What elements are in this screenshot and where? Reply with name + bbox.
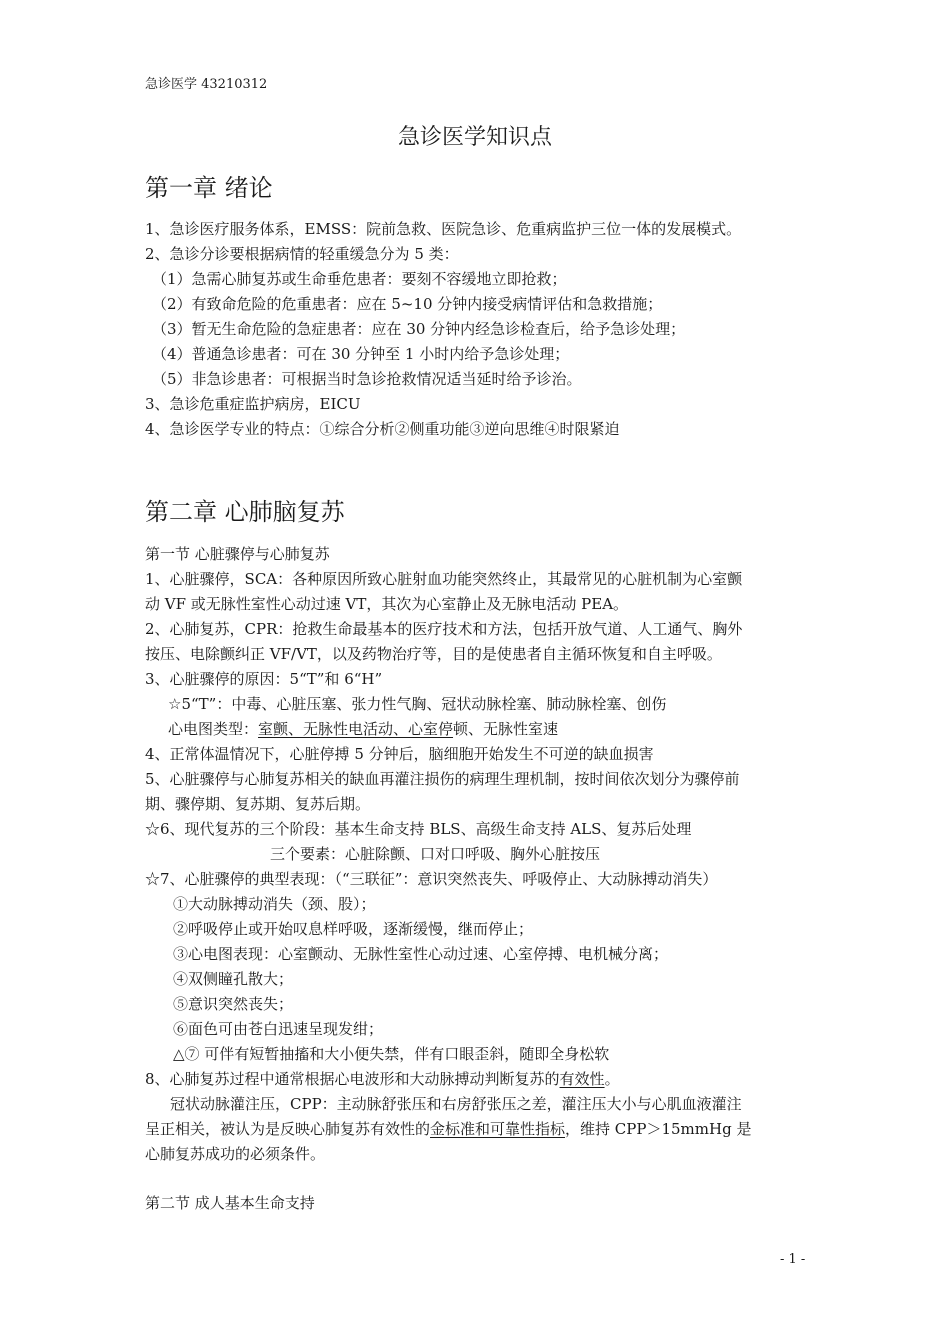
list-item: △⑦ 可伴有短暂抽搐和大小便失禁，伴有口眼歪斜，随即全身松软: [173, 1045, 610, 1063]
paragraph-line: [168, 718, 558, 739]
underlined-text: 室颤、无脉性电活动、心室停: [258, 720, 454, 738]
paragraph-line: 按压、电除颤纠正 VF/VT，以及药物治疗等，目的是使患者自主循环恢复和自主呼吸。: [145, 645, 722, 663]
paragraph-line: ☆7、心脏骤停的典型表现：（“三联征”：意识突然丧失、呼吸停止、大动脉搏动消失）: [145, 870, 718, 888]
list-item: ②呼吸停止或开始叹息样呼吸，逐渐缓慢，继而停止；: [173, 920, 534, 938]
paragraph-line: 1、急诊医疗服务体系，EMSS：院前急救、医院急诊、危重病监护三位一体的发展模式。: [145, 220, 742, 238]
paragraph-line: 1、心脏骤停，SCA：各种原因所致心脏射血功能突然终止，其最常见的心脏机制为心室颤: [145, 570, 743, 588]
list-item: ③心电图表现：心室颤动、无脉性室性心动过速、心室停搏、电机械分离；: [173, 945, 669, 963]
paragraph-line: 3、急诊危重症监护病房，EICU: [145, 395, 361, 413]
list-item: ④双侧瞳孔散大；: [173, 970, 294, 988]
chapter-2-heading: 第二章 心肺脑复苏: [145, 498, 345, 526]
list-item: ①大动脉搏动消失（颈、股）；: [173, 895, 376, 913]
paragraph-line: 2、急诊分诊要根据病情的轻重缓急分为 5 类：: [145, 245, 459, 263]
underlined-text: 有效性: [559, 1070, 605, 1088]
list-item: （1）急需心肺复苏或生命垂危患者：要刻不容缓地立即抢救；: [152, 270, 567, 288]
text: 呈正相关，被认为是反映心肺复苏有效性的: [145, 1120, 431, 1138]
text: 8、心肺复苏过程中通常根据心电波形和大动脉搏动判断复苏的: [145, 1070, 560, 1088]
text: 。: [604, 1070, 620, 1088]
list-item: （4）普通急诊患者：可在 30 分钟至 1 小时内给予急诊处理；: [152, 345, 570, 363]
list-item: （5）非急诊患者：可根据当时急诊抢救情况适当延时给予诊治。: [152, 370, 582, 388]
paragraph-line: 2、心肺复苏，CPR：抢救生命最基本的医疗技术和方法，包括开放气道、人工通气、胸外: [145, 620, 743, 638]
list-item: ⑤意识突然丧失；: [173, 995, 294, 1013]
paragraph-line: 5、心脏骤停与心肺复苏相关的缺血再灌注损伤的病理生理机制，按时间依次划分为骤停前: [145, 770, 740, 788]
paragraph-line: 4、正常体温情况下，心脏停搏 5 分钟后，脑细胞开始发生不可逆的缺血损害: [145, 745, 654, 763]
paragraph-line: 三个要素：心脏除颤、口对口呼吸、胸外心脏按压: [270, 845, 601, 863]
document-title: 急诊医学知识点: [397, 125, 552, 150]
underlined-text: 金标准和可靠性指标: [430, 1120, 566, 1138]
paragraph-line: 期、骤停期、复苏期、复苏后期。: [145, 795, 371, 813]
paragraph-line: 冠状动脉灌注压，CPP：主动脉舒张压和右房舒张压之差，灌注压大小与心肌血液灌注: [170, 1095, 742, 1113]
ecg-label: 心电图类型：: [168, 720, 259, 738]
page-header: 急诊医学 43210312: [145, 77, 268, 92]
ecg-rest: 顿、无脉性室速: [453, 720, 559, 738]
chapter-1-heading: 第一章 绪论: [145, 174, 273, 202]
paragraph-line: 心肺复苏成功的必须条件。: [145, 1145, 326, 1163]
paragraph-line: [145, 1068, 620, 1089]
text: ，维持 CPP＞15mmHg 是: [565, 1120, 752, 1138]
list-item: （2）有致命危险的危重患者：应在 5~10 分钟内接受病情评估和急救措施；: [152, 295, 663, 313]
paragraph-line: 动 VF 或无脉性室性心动过速 VT，其次为心室静止及无脉电活动 PEA。: [145, 595, 629, 613]
section-1-heading: 第一节 心脏骤停与心肺复苏: [145, 545, 330, 563]
paragraph-line: ☆6、现代复苏的三个阶段：基本生命支持 BLS、高级生命支持 ALS、复苏后处理: [145, 820, 692, 838]
list-item: ⑥面色可由苍白迅速呈现发绀；: [173, 1020, 384, 1038]
paragraph-line: 4、急诊医学专业的特点：①综合分析②侧重功能③逆向思维④时限紧迫: [145, 420, 620, 438]
paragraph-line: ☆5“T”：中毒、心脏压塞、张力性气胸、冠状动脉栓塞、肺动脉栓塞、创伤: [168, 695, 667, 713]
paragraph-line: [145, 1118, 751, 1139]
list-item: （3）暂无生命危险的急症患者：应在 30 分钟内经急诊检查后，给予急诊处理；: [152, 320, 686, 338]
page-number: - 1 -: [780, 1252, 806, 1267]
paragraph-line: 3、心脏骤停的原因：5“T”和 6“H”: [145, 670, 383, 688]
section-2-heading: 第二节 成人基本生命支持: [145, 1194, 315, 1212]
